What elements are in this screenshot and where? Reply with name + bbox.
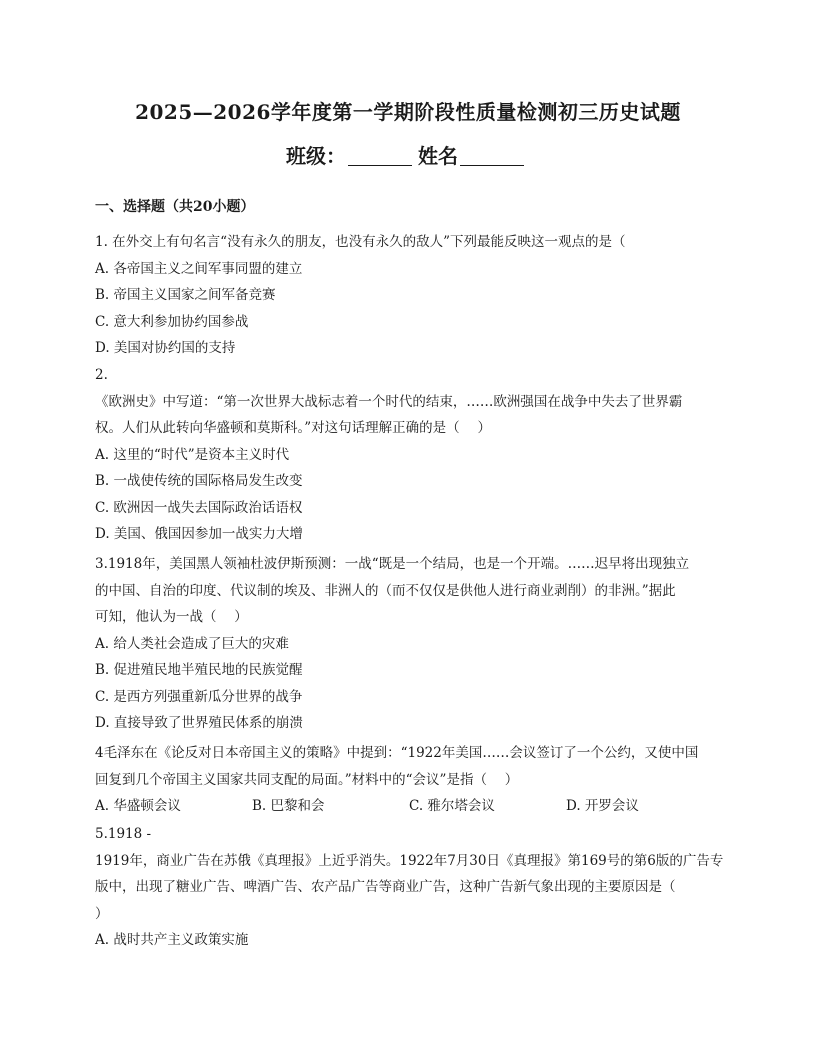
question-stem-line: 1919年，商业广告在苏俄《真理报》上近乎消失。1922年7月30日《真理报》第169号的第6版的广告专 bbox=[95, 852, 724, 869]
question-stem-line: 的中国、自治的印度、代议制的埃及、非洲人的（而不仅仅是供他人进行商业剥削）的非洲。”据此 bbox=[95, 582, 676, 599]
name-blank[interactable] bbox=[460, 147, 524, 166]
option-b: B. 帝国主义国家之间军备竞赛 bbox=[95, 287, 276, 303]
option-c: C. 雅尔塔会议 bbox=[409, 798, 495, 814]
question-3 bbox=[95, 551, 725, 737]
student-info-line bbox=[0, 140, 816, 169]
class-blank[interactable] bbox=[348, 147, 412, 166]
option-d: D. 美国对协约国的支持 bbox=[95, 340, 236, 356]
question-stem-line: 5.1918 - bbox=[95, 826, 152, 842]
question-stem-line: 1. 在外交上有句名言“没有永久的朋友，也没有永久的敌人”下列最能反映这一观点的是（ bbox=[95, 234, 626, 250]
question-stem-line: ） bbox=[95, 905, 109, 922]
question-number: 2. bbox=[95, 367, 108, 383]
name-label: 姓名 bbox=[418, 144, 458, 168]
options-row bbox=[95, 793, 725, 820]
question-stem-line: 《欧洲史》中写道：“第一次世界大战标志着一个时代的结束，……欧洲强国在战争中失去了世界霸 bbox=[95, 393, 683, 410]
question-stem-line: 4毛泽东在《论反对日本帝国主义的策略》中提到：“1922年美国……会议签订了一个公约，又使中国 bbox=[95, 745, 699, 761]
option-a: A. 战时共产主义政策实施 bbox=[95, 932, 249, 948]
question-5 bbox=[95, 821, 725, 954]
question-stem-line: 可知，他认为一战（ ） bbox=[95, 609, 248, 625]
question-stem-line: 回复到几个帝国主义国家共同支配的局面。”材料中的“会议”是指（ ） bbox=[95, 771, 519, 788]
question-2 bbox=[95, 362, 725, 548]
option-b: B. 一战使传统的国际格局发生改变 bbox=[95, 473, 303, 489]
question-1 bbox=[95, 229, 725, 362]
option-c: C. 意大利参加协约国参战 bbox=[95, 313, 249, 330]
option-d: D. 美国、俄国因参加一战实力大增 bbox=[95, 526, 303, 542]
question-stem-line: 3.1918年，美国黑人领袖杜波伊斯预测：一战“既是一个结局，也是一个开端。……迟早将出现独立 bbox=[95, 556, 690, 572]
option-a: A. 这里的“时代”是资本主义时代 bbox=[95, 446, 290, 463]
option-b: B. 促进殖民地半殖民地的民族觉醒 bbox=[95, 662, 303, 678]
option-c: C. 欧洲因一战失去国际政治话语权 bbox=[95, 499, 303, 516]
class-label: 班级： bbox=[286, 144, 346, 168]
section-title: 一、选择题（共20小题） bbox=[95, 199, 255, 215]
option-b: B. 巴黎和会 bbox=[252, 798, 325, 814]
option-d: D. 开罗会议 bbox=[566, 798, 639, 814]
option-a: A. 华盛顿会议 bbox=[95, 798, 181, 814]
exam-title: 2025—2026学年度第一学期阶段性质量检测初三历史试题 bbox=[135, 100, 681, 124]
question-4 bbox=[95, 740, 725, 820]
option-a: A. 给人类社会造成了巨大的灾难 bbox=[95, 635, 289, 652]
option-a: A. 各帝国主义之间军事同盟的建立 bbox=[95, 260, 303, 277]
question-stem-line: 版中，出现了糖业广告、啤酒广告、农产品广告等商业广告，这种广告新气象出现的主要原因是（ bbox=[95, 879, 676, 895]
option-c: C. 是西方列强重新瓜分世界的战争 bbox=[95, 688, 303, 705]
option-d: D. 直接导致了世界殖民体系的崩溃 bbox=[95, 715, 303, 731]
question-stem-line: 权。人们从此转向华盛顿和莫斯科。”对这句话理解正确的是（ ） bbox=[95, 420, 491, 436]
